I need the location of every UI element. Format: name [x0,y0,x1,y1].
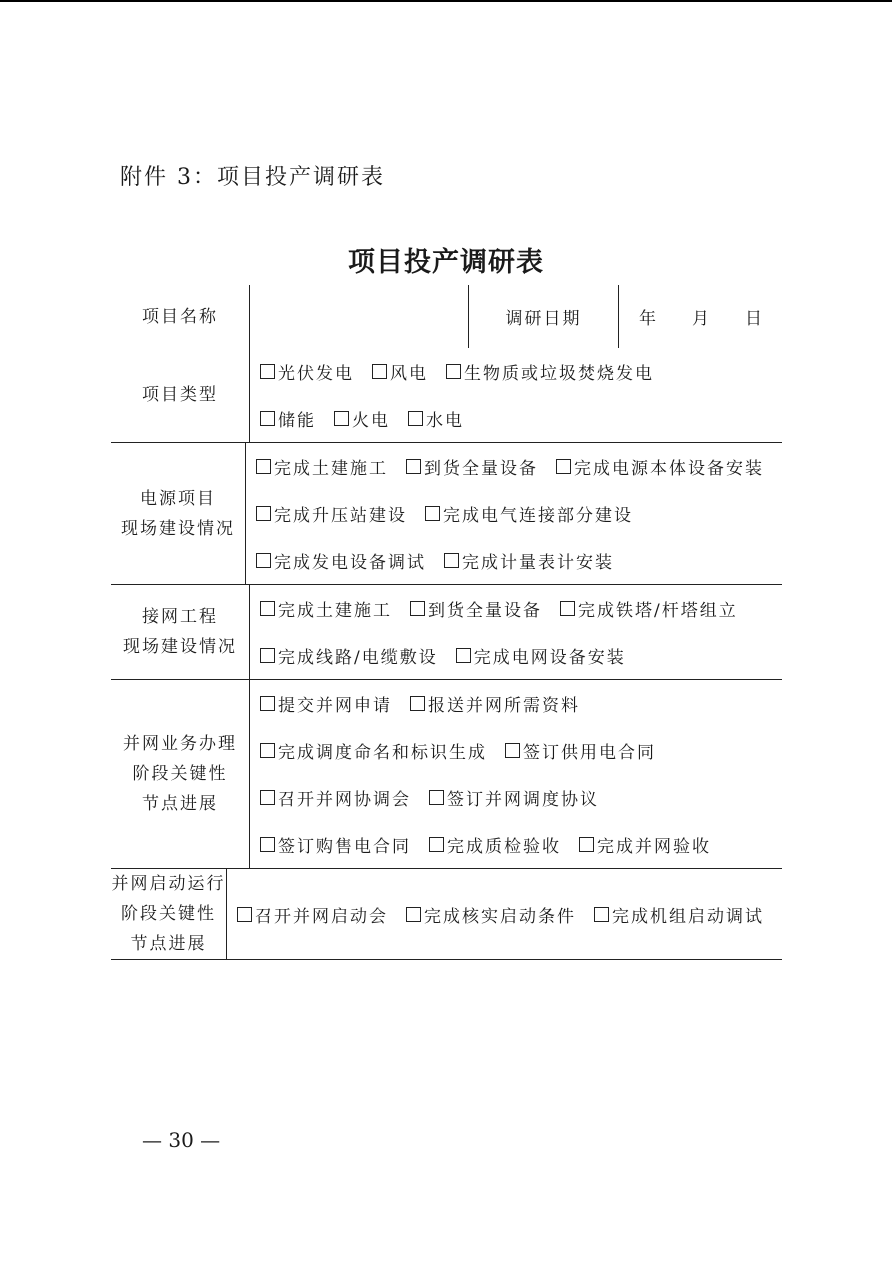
section-label-line: 项目类型 [142,385,218,405]
section-label-line: 节点进展 [130,934,207,954]
checkbox-option[interactable] [410,596,542,621]
checkbox-label: 签订购售电合同 [278,837,411,857]
document-title: 项目投产调研表 [348,247,544,278]
checkbox-label: 水电 [426,411,464,431]
checkbox-label: 签订供用电合同 [523,743,656,763]
survey-table [111,285,782,960]
checkbox-label: 完成铁塔/杆塔组立 [578,601,738,621]
year-unit: 年 [639,309,656,329]
checkbox-square-icon[interactable] [408,411,423,426]
checkbox-square-icon[interactable] [579,837,594,852]
section-label-line: 并网启动运行 [111,874,226,894]
checkbox-option[interactable] [410,691,580,716]
checkbox-option[interactable] [560,596,738,621]
section-label-line: 节点进展 [142,794,218,814]
project-name-label: 项目名称 [111,285,250,348]
checkbox-label: 召开并网启动会 [255,906,388,927]
section-options [250,585,782,679]
survey-date-label: 调研日期 [469,285,619,348]
checkbox-label: 完成并网验收 [597,837,711,857]
checkbox-label: 提交并网申请 [278,696,392,716]
checkbox-option[interactable] [260,691,392,716]
section-label-line: 接网工程 [142,607,218,627]
section-label [111,869,227,959]
checkbox-square-icon[interactable] [425,506,440,521]
checkbox-square-icon[interactable] [406,907,421,922]
section-label-line: 阶段关键性 [132,764,228,784]
checkbox-label: 召开并网协调会 [278,790,411,810]
checkbox-label: 签订并网调度协议 [447,790,599,810]
checkbox-label: 完成升压站建设 [274,506,407,526]
page-number: — 30 — [142,1128,221,1152]
option-line [260,395,782,442]
checkbox-square-icon[interactable] [429,790,444,805]
section-options [250,680,782,868]
checkbox-square-icon[interactable] [237,907,252,922]
checkbox-label: 储能 [278,411,316,431]
checkbox-option[interactable] [456,643,626,668]
checkbox-square-icon[interactable] [260,790,275,805]
checkbox-square-icon[interactable] [260,648,275,663]
checkbox-option[interactable] [260,785,411,810]
checkbox-option[interactable] [260,832,411,857]
checkbox-square-icon[interactable] [372,364,387,379]
checkbox-option[interactable] [505,738,656,763]
checkbox-label: 完成电源本体设备安装 [574,459,764,479]
checkbox-square-icon[interactable] [256,553,271,568]
section-label [111,680,250,868]
checkbox-label: 完成发电设备调试 [274,553,426,573]
section-options [227,869,782,959]
month-unit: 月 [692,309,709,329]
checkbox-option[interactable] [579,832,711,857]
option-line [256,537,782,584]
header-row [111,285,782,348]
checkbox-label: 完成线路/电缆敷设 [278,648,438,668]
section-label [111,348,250,442]
checkbox-option[interactable] [425,501,633,526]
checkbox-square-icon[interactable] [410,696,425,711]
checkbox-label: 完成计量表计安装 [462,553,614,573]
checkbox-option[interactable] [556,454,764,479]
checkbox-option[interactable] [256,548,426,573]
checkbox-square-icon[interactable] [456,648,471,663]
checkbox-square-icon[interactable] [260,601,275,616]
checkbox-square-icon[interactable] [260,411,275,426]
section-row [111,679,782,868]
option-line [237,891,782,938]
checkbox-square-icon[interactable] [406,459,421,474]
checkbox-square-icon[interactable] [256,506,271,521]
checkbox-label: 到货全量设备 [424,459,538,479]
checkbox-option[interactable] [334,406,390,431]
section-row [111,584,782,679]
checkbox-square-icon[interactable] [556,459,571,474]
section-label-line: 现场建设情况 [123,637,237,657]
checkbox-label: 完成电网设备安装 [473,648,626,668]
checkbox-label: 到货全量设备 [428,601,542,621]
option-line [260,727,782,774]
checkbox-label: 风电 [390,364,428,384]
checkbox-option[interactable] [237,902,388,927]
checkbox-option[interactable] [446,359,654,384]
top-border-line [0,0,892,2]
checkbox-label: 报送并网所需资料 [428,696,580,716]
section-options [246,443,782,584]
checkbox-square-icon[interactable] [444,553,459,568]
option-line [260,680,782,727]
checkbox-square-icon[interactable] [260,837,275,852]
checkbox-option[interactable] [372,359,428,384]
option-line [256,490,782,537]
checkbox-square-icon[interactable] [410,601,425,616]
checkbox-option[interactable] [406,454,538,479]
section-row [111,868,782,959]
checkbox-label: 完成土建施工 [274,459,388,479]
checkbox-label: 火电 [352,411,390,431]
checkbox-square-icon[interactable] [429,837,444,852]
checkbox-square-icon[interactable] [256,459,271,474]
checkbox-option[interactable] [260,738,487,763]
section-label [111,585,250,679]
checkbox-option[interactable] [256,501,407,526]
checkbox-option[interactable] [594,902,764,927]
checkbox-option[interactable] [260,596,392,621]
checkbox-square-icon[interactable] [260,364,275,379]
section-row [111,348,782,442]
checkbox-option[interactable] [260,643,438,668]
checkbox-label: 完成核实启动条件 [424,906,576,927]
checkbox-option[interactable] [260,359,354,384]
project-name-field[interactable] [250,285,469,348]
checkbox-option[interactable] [260,406,316,431]
checkbox-option[interactable] [429,832,561,857]
attachment-heading: 附件 3：项目投产调研表 [120,165,385,190]
option-line [260,774,782,821]
checkbox-square-icon[interactable] [260,743,275,758]
checkbox-label: 完成机组启动调试 [612,906,764,927]
option-line [260,585,782,632]
checkbox-square-icon[interactable] [446,364,461,379]
checkbox-label: 完成调度命名和标识生成 [278,743,487,763]
checkbox-label: 光伏发电 [278,364,354,384]
checkbox-option[interactable] [256,454,388,479]
section-row [111,442,782,584]
checkbox-square-icon[interactable] [334,411,349,426]
checkbox-square-icon[interactable] [594,907,609,922]
checkbox-label: 完成质检验收 [447,837,561,857]
checkbox-square-icon[interactable] [505,743,520,758]
checkbox-option[interactable] [406,902,576,927]
option-line [260,821,782,868]
checkbox-option[interactable] [444,548,614,573]
day-unit: 日 [745,309,762,329]
survey-date-field[interactable] [619,285,782,348]
checkbox-square-icon[interactable] [260,696,275,711]
checkbox-label: 完成土建施工 [278,601,392,621]
option-line [256,443,782,490]
section-label-line: 并网业务办理 [123,734,237,754]
checkbox-option[interactable] [408,406,464,431]
section-options [250,348,782,442]
checkbox-option[interactable] [429,785,599,810]
checkbox-label: 生物质或垃圾焚烧发电 [464,364,654,384]
section-label-line: 阶段关键性 [121,904,216,924]
section-label-line: 现场建设情况 [121,518,235,539]
section-label-line: 电源项目 [140,488,216,509]
section-label [111,443,246,584]
option-line [260,348,782,395]
option-line [260,632,782,679]
checkbox-square-icon[interactable] [560,601,575,616]
checkbox-label: 完成电气连接部分建设 [443,506,633,526]
